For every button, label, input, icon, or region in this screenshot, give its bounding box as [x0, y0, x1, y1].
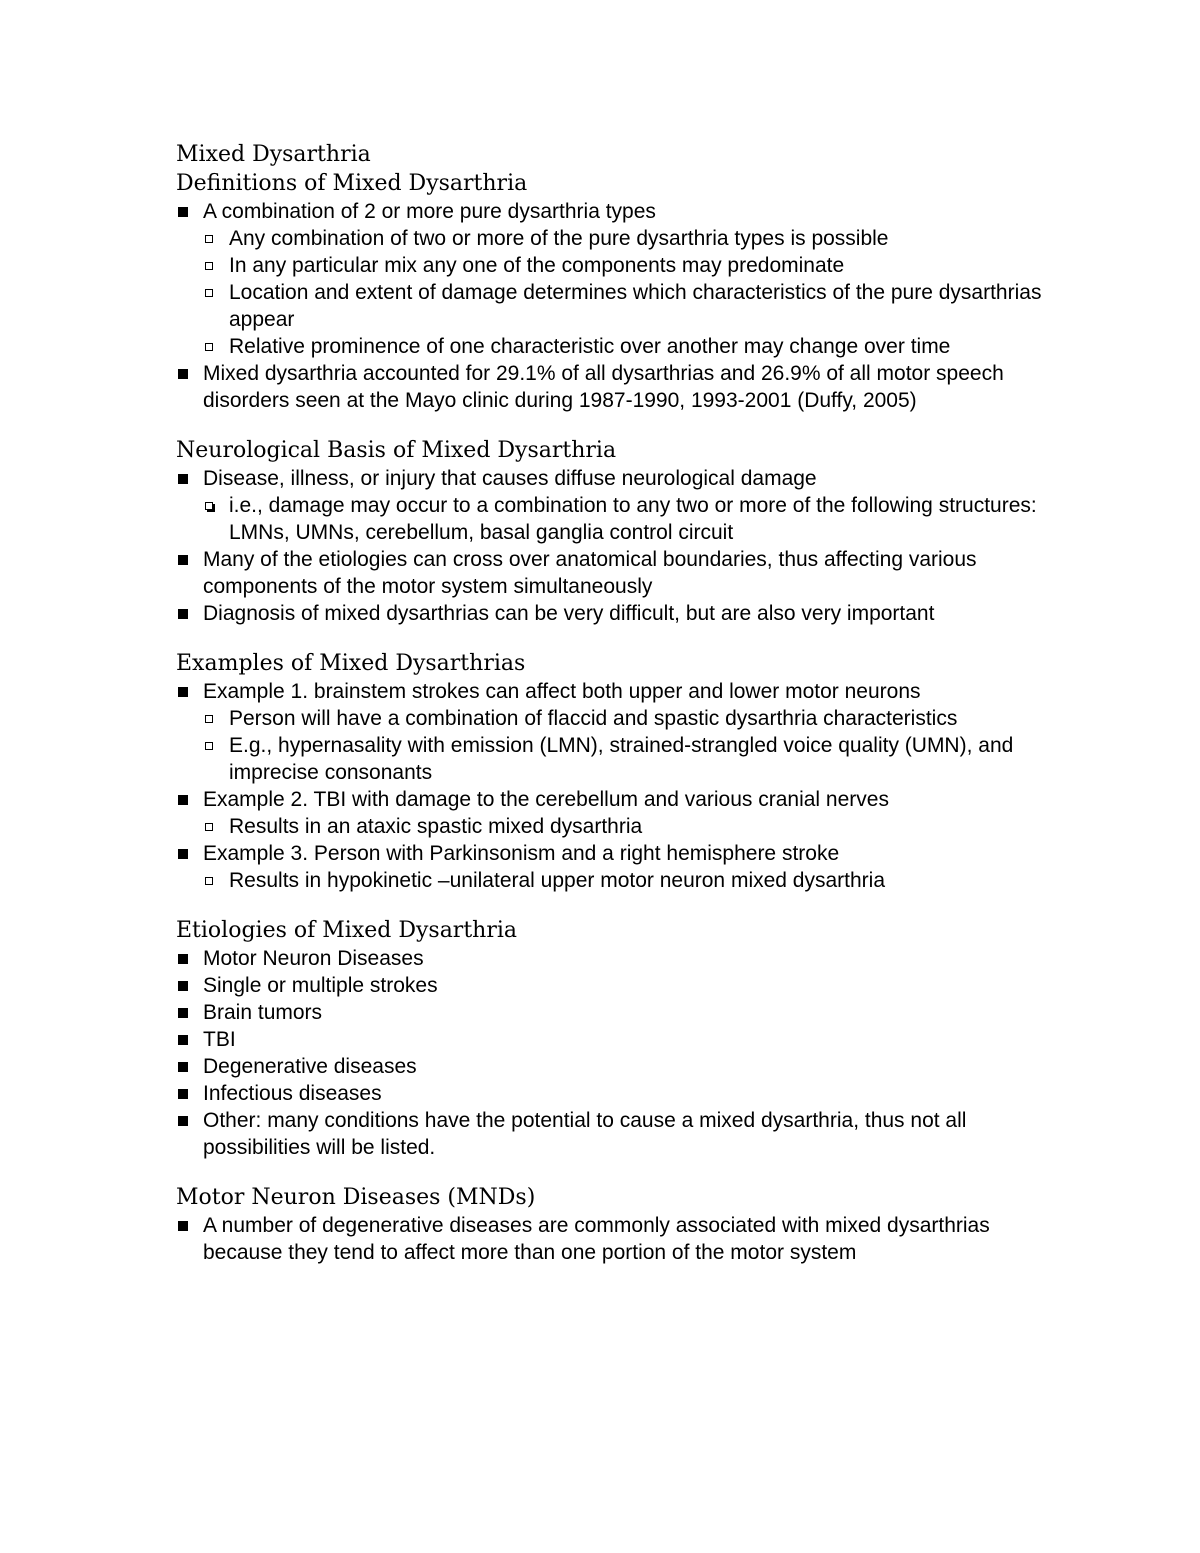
- list-item: [176, 1107, 1056, 1161]
- sub-list-item-text: In any particular mix any one of the components may predominate: [229, 254, 845, 277]
- hollow-square-bullet-icon: [205, 262, 213, 270]
- list-item-text: Example 1. brainstem strokes can affect both upper and lower motor neurons: [203, 680, 921, 703]
- list-item-text: Mixed dysarthria accounted for 29.1% of all dysarthrias and 26.9% of all motor speech disorders seen at the Mayo clinic during 1987-1990, 1993-2001 (Duffy, 2005): [203, 362, 1004, 412]
- section: [176, 169, 1056, 414]
- list-item: [176, 1053, 1056, 1080]
- hollow-square-bullet-icon: [205, 877, 213, 885]
- list-item: [176, 1026, 1056, 1053]
- list-item-text: Infectious diseases: [203, 1082, 382, 1105]
- list-item: [176, 1212, 1056, 1266]
- list-item-text: Disease, illness, or injury that causes diffuse neurological damage: [203, 467, 817, 490]
- document-title: Mixed Dysarthria: [176, 142, 371, 167]
- square-bullet-icon: [178, 1008, 188, 1018]
- section: [176, 1183, 1056, 1266]
- sub-list-item-text: Location and extent of damage determines which characteristics of the pure dysarthrias appear: [229, 281, 1042, 331]
- list-item: [176, 360, 1056, 414]
- list-item-text: Other: many conditions have the potential to cause a mixed dysarthria, thus not all possibilities will be listed.: [203, 1109, 967, 1159]
- hollow-square-bullet-icon: [205, 343, 213, 351]
- hollow-square-bullet-icon: [205, 289, 213, 297]
- square-bullet-icon: [178, 369, 188, 379]
- square-bullet-icon: [178, 555, 188, 565]
- sub-list-item-text: Results in hypokinetic –unilateral upper motor neuron mixed dysarthria: [229, 869, 886, 892]
- hollow-square-bullet-icon: [205, 715, 213, 723]
- square-bullet-icon: [178, 474, 188, 484]
- list-item-text: TBI: [203, 1028, 236, 1051]
- square-bullet-icon: [178, 1116, 188, 1126]
- sub-list-item: [203, 492, 1056, 546]
- square-bullet-icon: [178, 207, 188, 217]
- sub-list-item-text: i.e., damage may occur to a combination to any two or more of the following structures: LMNs, UMNs, cerebellum, basal ganglia control circuit: [229, 494, 1037, 544]
- list-item-text: A combination of 2 or more pure dysarthria types: [203, 200, 656, 223]
- sub-bullet-list: [203, 225, 1056, 360]
- sub-bullet-list: [203, 705, 1056, 786]
- list-item-text: Many of the etiologies can cross over anatomical boundaries, thus affecting various components of the motor system simultaneously: [203, 548, 977, 598]
- square-bullet-icon: [178, 849, 188, 859]
- list-item-text: Single or multiple strokes: [203, 974, 438, 997]
- sub-list-item-text: Any combination of two or more of the pure dysarthria types is possible: [229, 227, 889, 250]
- sub-list-item: [203, 225, 1056, 252]
- section: [176, 436, 1056, 627]
- hollow-square-bullet-icon: [205, 235, 213, 243]
- list-item: [176, 1080, 1056, 1107]
- sub-list-item: [203, 705, 1056, 732]
- sub-bullet-list: [203, 867, 1056, 894]
- sub-bullet-list: [203, 492, 1056, 546]
- list-item-text: Diagnosis of mixed dysarthrias can be very difficult, but are also very important: [203, 602, 935, 625]
- list-item: [176, 945, 1056, 972]
- sub-list-item-text: Person will have a combination of flaccid and spastic dysarthria characteristics: [229, 707, 958, 730]
- sections-container: [176, 169, 1056, 1266]
- square-bullet-icon: [178, 609, 188, 619]
- bullet-list: [176, 945, 1056, 1161]
- square-bullet-icon: [178, 1062, 188, 1072]
- list-item: [176, 600, 1056, 627]
- section-heading: Motor Neuron Diseases (MNDs): [176, 1185, 536, 1210]
- list-item-text: Degenerative diseases: [203, 1055, 417, 1078]
- sub-list-item-text: Results in an ataxic spastic mixed dysarthria: [229, 815, 643, 838]
- hollow-square-bullet-icon: [205, 502, 213, 510]
- list-item-text: A number of degenerative diseases are commonly associated with mixed dysarthrias because they tend to affect more than one portion of the motor system: [203, 1214, 990, 1264]
- bullet-list: [176, 1212, 1056, 1266]
- list-item: [176, 786, 1056, 840]
- list-item: [176, 546, 1056, 600]
- sub-list-item: [203, 732, 1056, 786]
- list-item-text: Example 2. TBI with damage to the cerebellum and various cranial nerves: [203, 788, 889, 811]
- sub-list-item-text: Relative prominence of one characteristic over another may change over time: [229, 335, 951, 358]
- sub-list-item-text: E.g., hypernasality with emission (LMN), strained-strangled voice quality (UMN), and imprecise consonants: [229, 734, 1014, 784]
- bullet-list: [176, 198, 1056, 414]
- hollow-square-bullet-icon: [205, 742, 213, 750]
- list-item: [176, 678, 1056, 786]
- section-heading: Examples of Mixed Dysarthrias: [176, 651, 526, 676]
- square-bullet-icon: [178, 1035, 188, 1045]
- sub-bullet-list: [203, 813, 1056, 840]
- square-bullet-icon: [178, 1089, 188, 1099]
- sub-list-item: [203, 813, 1056, 840]
- list-item: [176, 465, 1056, 546]
- list-item: [176, 972, 1056, 999]
- document-content: [176, 140, 1056, 1266]
- section: [176, 916, 1056, 1161]
- list-item: [176, 840, 1056, 894]
- hollow-square-bullet-icon: [205, 823, 213, 831]
- bullet-list: [176, 678, 1056, 894]
- list-item-text: Example 3. Person with Parkinsonism and a right hemisphere stroke: [203, 842, 840, 865]
- list-item-text: Motor Neuron Diseases: [203, 947, 424, 970]
- list-item: [176, 198, 1056, 360]
- square-bullet-icon: [178, 981, 188, 991]
- list-item: [176, 999, 1056, 1026]
- square-bullet-icon: [178, 795, 188, 805]
- sub-list-item: [203, 867, 1056, 894]
- sub-list-item: [203, 252, 1056, 279]
- square-bullet-icon: [178, 954, 188, 964]
- section-heading: Neurological Basis of Mixed Dysarthria: [176, 438, 617, 463]
- section: [176, 649, 1056, 894]
- section-heading: Definitions of Mixed Dysarthria: [176, 171, 528, 196]
- square-bullet-icon: [178, 687, 188, 697]
- list-item-text: Brain tumors: [203, 1001, 323, 1024]
- square-bullet-icon: [178, 1221, 188, 1231]
- section-heading: Etiologies of Mixed Dysarthria: [176, 918, 517, 943]
- sub-list-item: [203, 279, 1056, 333]
- sub-list-item: [203, 333, 1056, 360]
- bullet-list: [176, 465, 1056, 627]
